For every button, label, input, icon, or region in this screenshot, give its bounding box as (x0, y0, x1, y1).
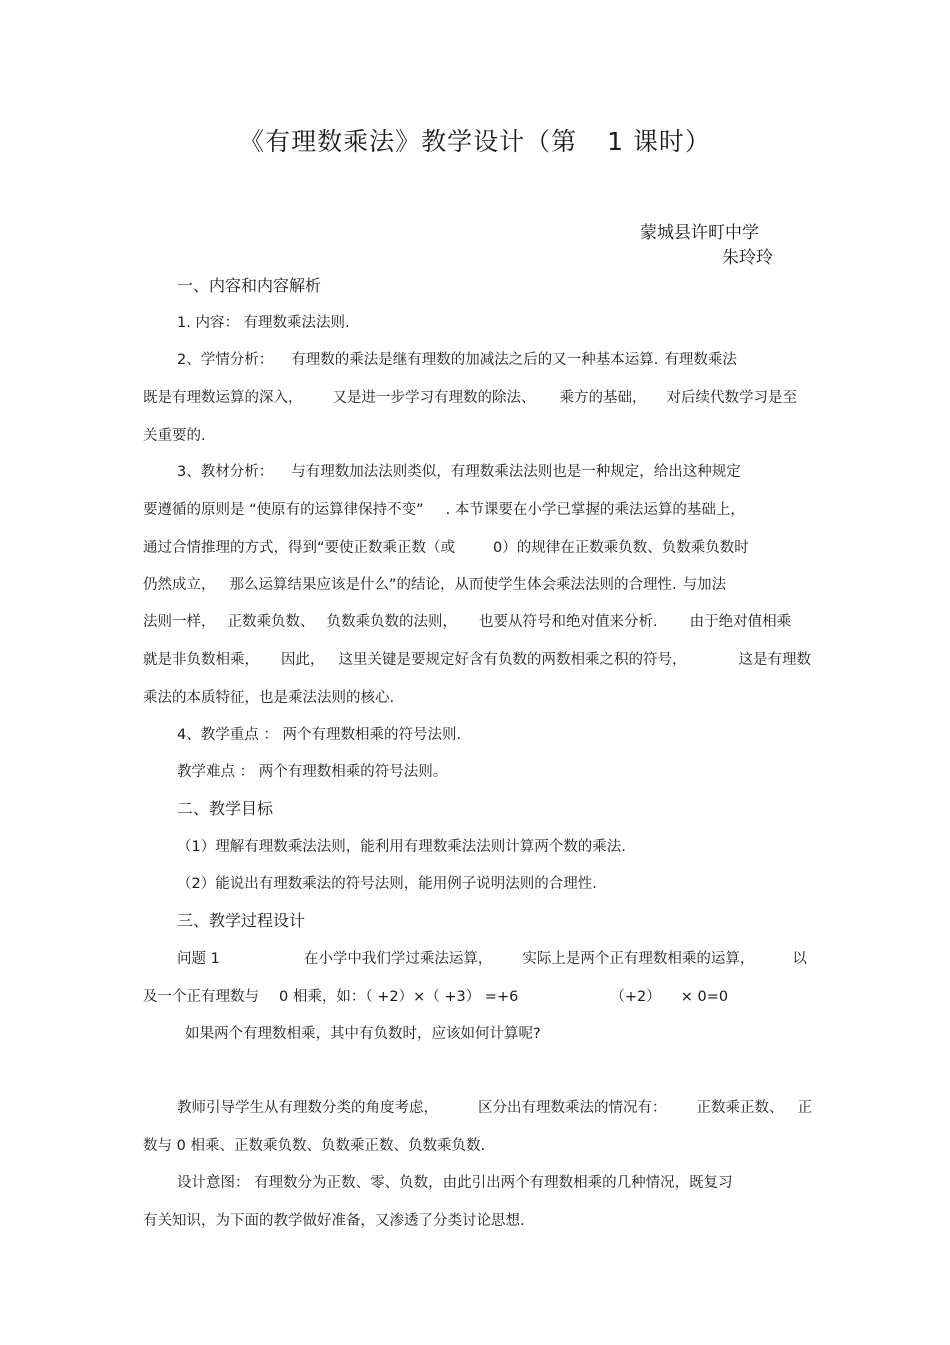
school-name: 蒙城县许町中学 (640, 223, 759, 243)
section-1-heading: 一、内容和内容解析 (177, 276, 322, 295)
paragraph-line: 数与 0 相乘、正数乘负数、负数乘正数、负数乘负数. (143, 1138, 486, 1154)
paragraph-line: 2、学情分析： 有理数的乘法是继有理数的加减法之后的又一种基本运算. 有理数乘法 (177, 352, 737, 368)
paragraph-content: 1. 内容： 有理数乘法法则. (177, 315, 350, 331)
paragraph-line: 就是非负数相乘， 因此， 这里关键是要规定好含有负数的两数相乘之积的符号， 这是有理数 (143, 652, 811, 668)
question-1-line: 问题 1 在小学中我们学过乘法运算， 实际上是两个正有理数相乘的运算， 以 (177, 951, 807, 967)
paragraph-line: 既是有理数运算的深入， 又是进一步学习有理数的除法、 乘方的基础， 对后续代数学习是至 (143, 390, 797, 406)
paragraph-line: 教师引导学生从有理数分类的角度考虑， 区分出有理数乘法的情况有： 正数乘正数、 正 (177, 1100, 812, 1116)
title-main: 《有理数乘法》教学设计（第 (239, 127, 578, 156)
paragraph-line: 通过合情推理的方式，得到“要使正数乘正数（或 0）的规律在正数乘负数、负数乘负数时 (143, 540, 749, 556)
paragraph-line: 关重要的. (143, 428, 206, 444)
section-3-heading: 三、教学过程设计 (177, 911, 306, 930)
design-intent: 设计意图： 有理数分为正数、零、负数，由此引出两个有理数相乘的几种情况，既复习 (177, 1175, 733, 1191)
question-1-line: 及一个正有理数与 0 相乘，如：（ +2）×（ +3） =+6 （+2） × 0=0 (143, 989, 729, 1005)
paragraph-line: 仍然成立， 那么运算结果应该是什么”的结论，从而使学生体会乘法法则的合理性. 与加法 (143, 577, 727, 593)
title-tail: 1 课时） (607, 127, 711, 156)
paragraph-line: 3、教材分析： 与有理数加法法则类似，有理数乘法法则也是一种规定，给出这种规定 (177, 464, 741, 480)
paragraph-line: 要遵循的原则是 “使原有的运算律保持不变” . 本节课要在小学已掌握的乘法运算的基础上， (143, 502, 745, 518)
question-1-line: 如果两个有理数相乘，其中有负数时，应该如何计算呢? (185, 1026, 541, 1042)
goal-item: （1）理解有理数乘法法则，能利用有理数乘法法则计算两个数的乘法. (177, 839, 626, 855)
paragraph-line: 乘法的本质特征，也是乘法法则的核心. (143, 690, 395, 706)
paragraph-line: 有关知识，为下面的教学做好准备，又渗透了分类讨论思想. (143, 1213, 525, 1229)
goal-item: （2）能说出有理数乘法的符号法则，能用例子说明法则的合理性. (177, 876, 597, 892)
key-point: 4、教学重点 ： 两个有理数相乘的符号法则. (177, 727, 462, 743)
document-title (0, 122, 950, 158)
paragraph-line: 法则一样， 正数乘负数、 负数乘负数的法则， 也要从符号和绝对值来分析. 由于绝对值相乘 (143, 614, 792, 630)
section-2-heading: 二、教学目标 (177, 799, 274, 818)
difficult-point: 教学难点 ： 两个有理数相乘的符号法则。 (177, 764, 448, 780)
author-name: 朱玲玲 (722, 248, 773, 268)
